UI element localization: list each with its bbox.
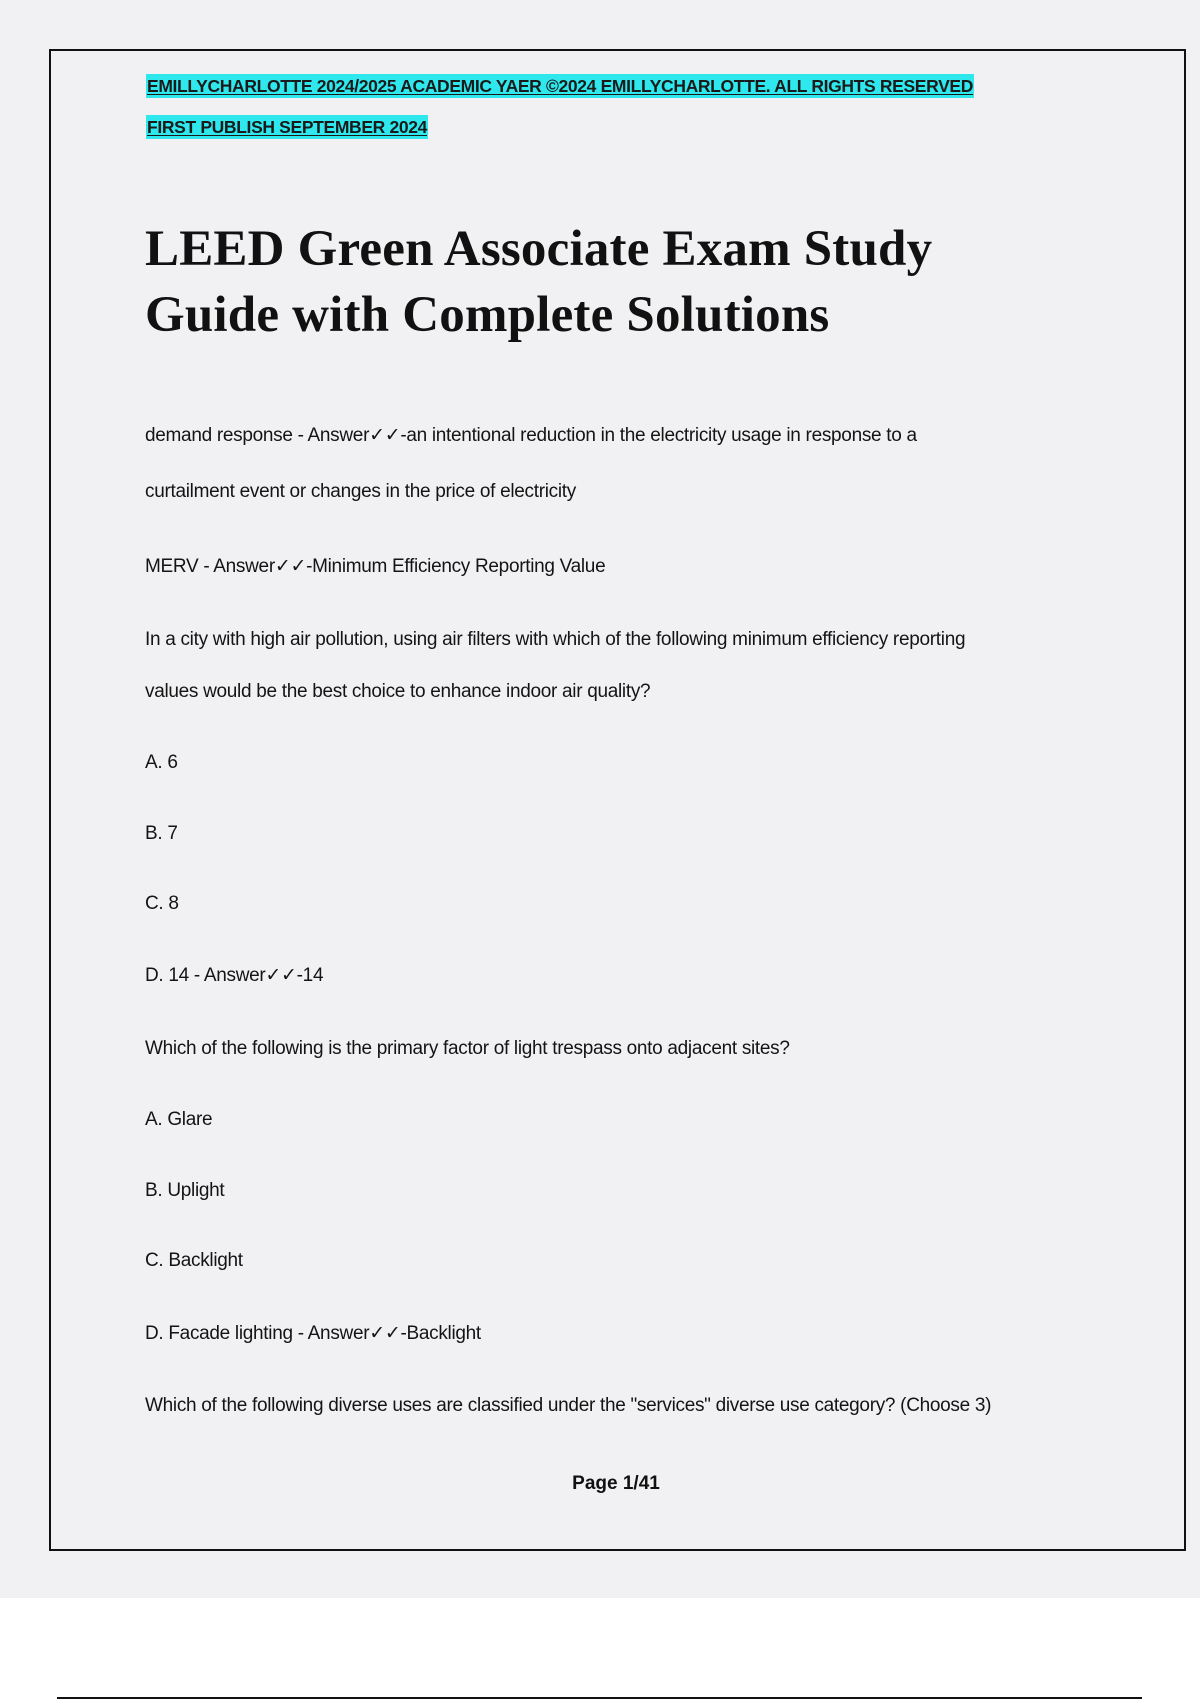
- title-line-1: LEED Green Associate Exam Study: [145, 221, 933, 277]
- publish-date-header: FIRST PUBLISH SEPTEMBER 2024: [147, 117, 427, 137]
- next-page-rule: [57, 1697, 1142, 1699]
- question-merv-cont: values would be the best choice to enhance indoor air quality?: [145, 681, 651, 702]
- document-title: [145, 216, 1125, 348]
- definition-demand-response: demand response - Answer✓✓-an intentional reduction in the electricity usage in response to a: [145, 425, 917, 446]
- page-number: Page 1/41: [572, 1473, 660, 1494]
- option-c-light: C. Backlight: [145, 1250, 243, 1271]
- question-light-trespass: Which of the following is the primary factor of light trespass onto adjacent sites?: [145, 1038, 790, 1059]
- option-d-merv-answer: D. 14 - Answer✓✓-14: [145, 965, 324, 986]
- question-diverse-uses: Which of the following diverse uses are classified under the "services" diverse use category? (Choose 3): [145, 1395, 992, 1416]
- copyright-header: EMILLYCHARLOTTE 2024/2025 ACADEMIC YAER ©2024 EMILLYCHARLOTTE. ALL RIGHTS RESERVED: [147, 76, 974, 96]
- definition-demand-response-cont: curtailment event or changes in the price of electricity: [145, 481, 576, 502]
- option-a-merv: A. 6: [145, 752, 178, 773]
- definition-merv: MERV - Answer✓✓-Minimum Efficiency Reporting Value: [145, 556, 606, 577]
- option-c-merv: C. 8: [145, 893, 179, 914]
- option-b-light: B. Uplight: [145, 1180, 225, 1201]
- option-d-light-answer: D. Facade lighting - Answer✓✓-Backlight: [145, 1323, 481, 1344]
- question-merv: In a city with high air pollution, using air filters with which of the following minimum efficiency reporting: [145, 629, 966, 650]
- title-line-2: Guide with Complete Solutions: [145, 287, 830, 343]
- option-a-light: A. Glare: [145, 1109, 213, 1130]
- option-b-merv: B. 7: [145, 823, 178, 844]
